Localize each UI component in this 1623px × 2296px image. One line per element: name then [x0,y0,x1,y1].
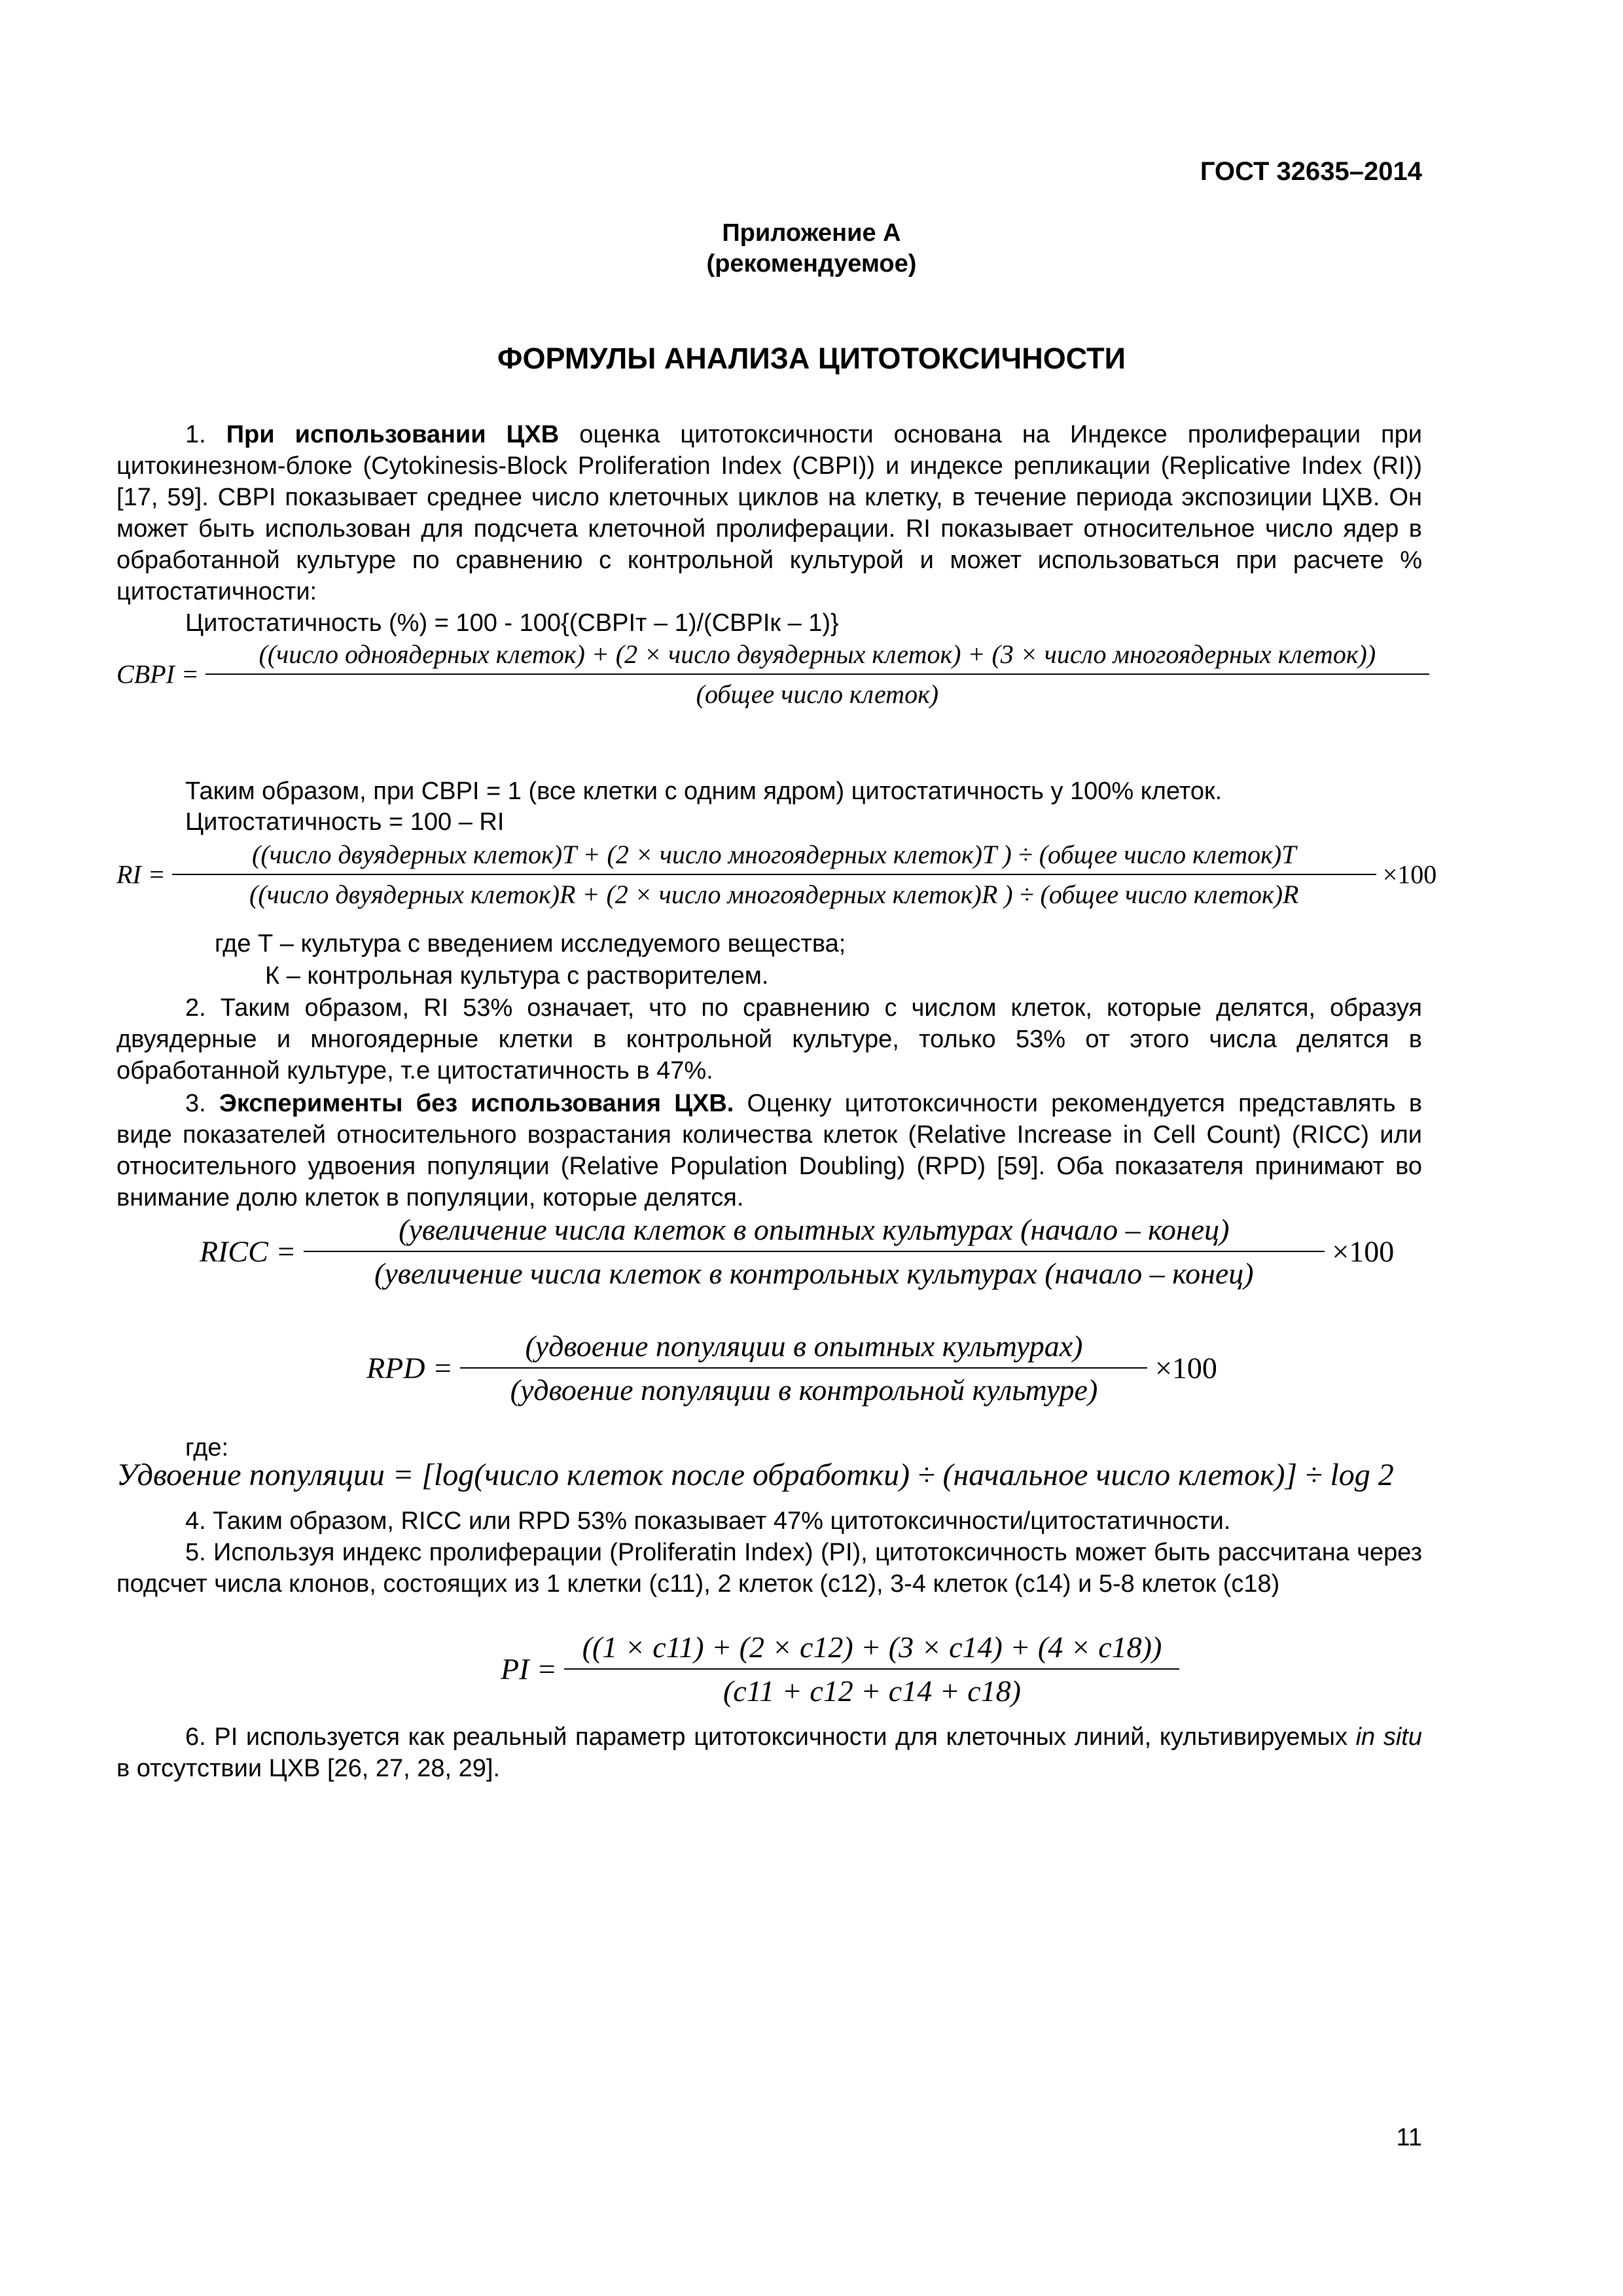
rpd-fraction [460,1329,1147,1407]
ri-numerator: ((число двуядерных клеток)T + (2 × число многоядерных клеток)T ) ÷ (общее число клеток)T [172,839,1376,875]
paragraph-4: 4. Таким образом, RICC или RPD 53% показывает 47% цитотоксичности/цитостатичности. [185,1507,1231,1535]
rpd-lhs: RPD = [366,1351,453,1385]
paragraph-3-number: 3. [185,1090,206,1117]
paragraph-6-text-before: 6. PI используется как реальный параметр цитотоксичности для клеточных линий, культивируемых [185,1723,1347,1751]
document-code: ГОСТ 32635–2014 [1200,157,1422,186]
paragraph-3-bold: Эксперименты без использования ЦХВ. [219,1090,734,1117]
ri-formula [116,839,1437,910]
ricc-lhs: RICC = [200,1234,296,1268]
paragraph-5 [116,1537,1422,1600]
paragraph-3-text: Оценку цитотоксичности рекомендуется представлять в виде показателей относительного возрастания количества клеток (Relative Increase in Cell Count) (RICC) или относительного удвоения популяции (Relative Population Doubling) (RPD) [59]. Оба показателя принимают во внимание долю клеток в популяции, которые делятся. [116,1090,1423,1211]
cytostatic-formula: Цитостатичность (%) = 100 - 100{(CBPIт – 1)/(CBPIк – 1)} [185,609,839,637]
cbpi-formula [116,639,1445,709]
appendix-status: (рекомендуемое) [706,250,917,278]
cbpi-denominator: (общее число клеток) [696,679,939,709]
paragraph-6-italic: in situ [1355,1723,1422,1751]
ri-multiplier: ×100 [1382,859,1437,889]
appendix-heading [0,218,1623,279]
paragraph-3 [116,1088,1422,1213]
where-t: где Т – культура с введением исследуемого вещества; [215,930,846,958]
ricc-fraction [304,1212,1325,1291]
ri-denominator: ((число двуядерных клеток)R + (2 × число многоядерных клеток)R ) ÷ (общее число клеток)R [249,880,1299,909]
paragraph-1-number: 1. [185,421,206,448]
page-title: ФОРМУЛЫ АНАЛИЗА ЦИТОТОКСИЧНОСТИ [497,342,1126,375]
cbpi-fraction [205,639,1429,709]
ricc-formula [200,1212,1394,1291]
rpd-multiplier: ×100 [1154,1351,1217,1385]
ricc-numerator: (увеличение числа клеток в опытных культурах (начало – конец) [304,1212,1325,1252]
cbpi-lhs: CBPI = [116,659,199,689]
pi-denominator: (c11 + c12 + c14 + c18) [722,1674,1021,1708]
paragraph-2-text: 2. Таким образом, RI 53% означает, что по сравнению с числом клеток, которые делятся, образуя двуядерные и многоядерные клетки в контрольной культуре, только 53% от этого числа делятся в обработанной культуре, т.е цитостатичность в 47%. [116,994,1422,1085]
ri-fraction [172,839,1376,910]
paragraph-1 [116,419,1422,607]
paragraph-5-text: 5. Используя индекс пролиферации (Proliferatin Index) (PI), цитотоксичность может быть рассчитана через подсчет числа клонов, состоящих из 1 клетки (с11), 2 клеток (с12), 3-4 клеток (с14) и 5-8 клеток (с18) [116,1539,1422,1598]
where-label: где: [185,1434,229,1462]
paragraph-1-text: оценка цитотоксичности основана на Индексе пролиферации при цитокинезном-блоке (Cytokinesis-Block Proliferation Index (CBPI)) и индексе репликации (Replicative Index (RI)) [17, 59]. CBPI показывает среднее число клеточных циклов на клетку, в течение периода экспозиции ЦХВ. Он может быть использован для подсчета клеточной пролиферации. RI показывает относительное число ядер в обработанной культуре по сравнению с контрольной культурой и может использоваться при расчете % цитостатичности: [116,421,1423,605]
rpd-denominator: (удвоение популяции в контрольной культуре) [510,1373,1098,1407]
paragraph-6-text-after: в отсутствии ЦХВ [26, 27, 28, 29]. [116,1755,501,1782]
paragraph-1-bold: При использовании ЦХВ [226,421,560,448]
cbpi-numerator: ((число одноядерных клеток) + (2 × число двуядерных клеток) + (3 × число многоядерных клеток)) [205,639,1429,675]
ricc-multiplier: ×100 [1332,1234,1395,1268]
pi-numerator: ((1 × c11) + (2 × c12) + (3 × c14) + (4 × c18)) [564,1630,1179,1670]
doubling-formula: Удвоение популяции = [log(число клеток после обработки) ÷ (начальное число клеток)] ÷ log 2 [116,1458,1394,1492]
paragraph-2 [116,992,1422,1086]
paragraph-6 [116,1721,1422,1784]
ricc-denominator: (увеличение числа клеток в контрольных культурах (начало – конец) [374,1257,1254,1290]
page-number: 11 [1396,2124,1422,2151]
cytostatic-ri-formula: Цитостатичность = 100 – RI [185,808,505,836]
rpd-formula [366,1329,1217,1407]
pi-fraction [564,1630,1179,1708]
pi-lhs: PI = [501,1652,557,1686]
ri-lhs: RI = [116,859,166,889]
where-k: К – контрольная культура с растворителем. [265,962,769,990]
pi-formula [501,1630,1179,1708]
appendix-label: Приложение А [722,219,901,247]
cbpi-conclusion: Таким образом, при CBPI = 1 (все клетки с одним ядром) цитостатичность у 100% клеток. [185,778,1222,805]
rpd-numerator: (удвоение популяции в опытных культурах) [460,1329,1147,1369]
